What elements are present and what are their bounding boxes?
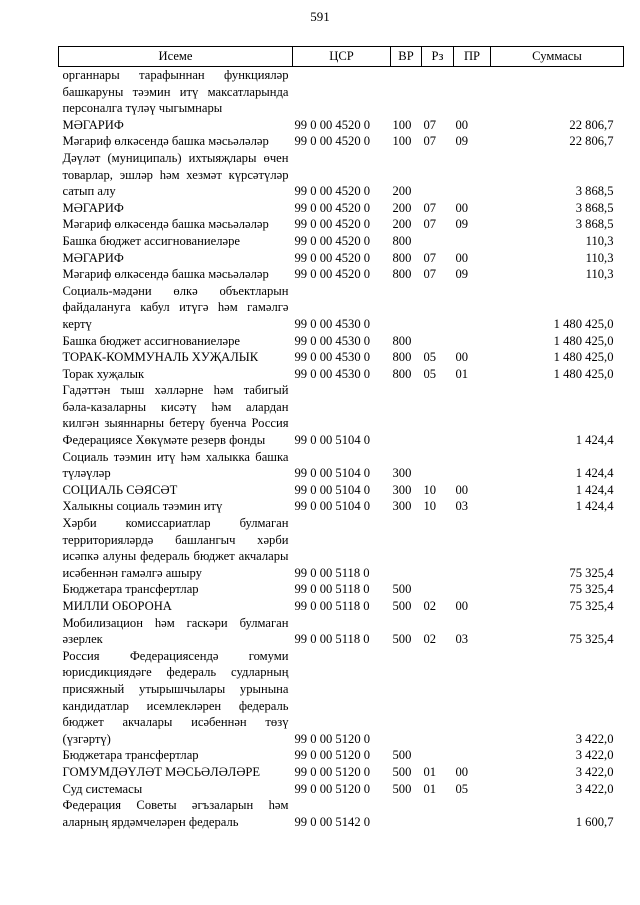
row-csr: 99 0 00 5120 0: [294, 781, 371, 796]
header-pr: ПР: [454, 47, 491, 67]
row-csr: 99 0 00 4520 0: [294, 117, 371, 132]
row-name: Социаль тәэмин итү һәм халыкка башка түләүләр: [62, 449, 289, 481]
row-vr: 500: [392, 764, 412, 779]
row-name: Башка бюджет ассигнованиеләре: [62, 333, 240, 348]
row-vr: 100: [392, 117, 412, 132]
row-sum: 3 868,5: [575, 217, 614, 232]
row-sum: 1 480 425,0: [553, 350, 614, 365]
row-vr: 500: [392, 599, 412, 613]
row-vr: 200: [392, 200, 412, 215]
row-vr: 800: [392, 333, 412, 348]
row-vr: 800: [392, 250, 412, 265]
table-row: [59, 133, 624, 150]
row-pr: 00: [455, 117, 469, 132]
row-vr: 800: [392, 233, 412, 248]
row-rz: [422, 333, 454, 350]
row-csr: 99 0 00 5104 0: [294, 433, 371, 448]
row-rz: [422, 747, 454, 764]
row-rz: 07: [423, 267, 437, 282]
row-csr: 99 0 00 4520 0: [294, 267, 371, 282]
row-name: Мәгариф өлкәсендә башка мәсьәләләр: [62, 217, 269, 232]
row-rz: 05: [423, 350, 437, 365]
row-name: ГОМУМДӘҮЛӘТ МӘСЬӘЛӘЛӘРЕ: [62, 764, 261, 779]
row-pr: [454, 67, 491, 117]
table-row: [59, 67, 624, 117]
row-name: Бюджетара трансфертлар: [62, 582, 199, 597]
row-rz: 07: [423, 117, 437, 132]
row-rz: 10: [423, 499, 437, 514]
row-name: Мобилизацион һәм гаскәри булмаган әзерлек: [62, 615, 289, 647]
row-name: Дәүләт (муниципаль) ихтыяҗлары өчен товарлар, эшләр һәм хезмәт күрсәтүләр сатып алу: [62, 150, 289, 199]
row-vr: 300: [392, 482, 412, 497]
table-row: [59, 498, 624, 515]
row-rz: 01: [423, 764, 437, 779]
row-pr: [454, 233, 491, 250]
row-sum: [491, 67, 624, 117]
row-sum: 1 600,7: [575, 814, 614, 829]
row-pr: [454, 333, 491, 350]
table-row: [59, 648, 624, 748]
row-pr: 05: [455, 781, 469, 796]
row-vr: [391, 648, 422, 748]
row-name: СОЦИАЛЬ СӘЯСӘТ: [62, 482, 178, 497]
row-pr: [454, 449, 491, 482]
budget-table: [58, 46, 624, 830]
row-csr: 99 0 00 5120 0: [294, 764, 371, 779]
row-rz: [422, 150, 454, 200]
row-pr: 00: [455, 764, 469, 779]
row-csr: [293, 67, 391, 117]
row-sum: 75 325,4: [569, 599, 614, 613]
row-rz: [422, 67, 454, 117]
row-name: Башка бюджет ассигнованиеләре: [62, 233, 240, 248]
row-rz: 10: [423, 482, 437, 497]
row-sum: 110,3: [585, 233, 614, 248]
row-rz: 07: [423, 250, 437, 265]
row-pr: 09: [455, 134, 469, 149]
row-vr: 500: [392, 582, 412, 597]
table-row: [59, 250, 624, 267]
table-row: [59, 581, 624, 598]
row-sum: 1 424,4: [575, 433, 614, 448]
header-csr: ЦСР: [293, 47, 391, 67]
row-vr: 800: [392, 366, 412, 381]
row-pr: 09: [455, 217, 469, 232]
row-rz: [422, 648, 454, 748]
table-row: [59, 781, 624, 798]
row-csr: 99 0 00 5118 0: [294, 599, 370, 613]
row-rz: 07: [423, 217, 437, 232]
table-row: [59, 150, 624, 200]
row-sum: 110,3: [585, 267, 614, 282]
table-row: [59, 449, 624, 482]
row-pr: 00: [455, 350, 469, 365]
table-row: [59, 117, 624, 134]
row-vr: [391, 283, 422, 333]
row-csr: 99 0 00 5104 0: [294, 466, 371, 481]
header-vr: ВР: [391, 47, 422, 67]
row-pr: 03: [455, 632, 469, 647]
row-vr: [391, 515, 422, 581]
row-pr: 00: [455, 200, 469, 215]
row-csr: 99 0 00 5118 0: [294, 632, 370, 647]
row-sum: 3 422,0: [575, 764, 614, 779]
row-rz: [422, 283, 454, 333]
row-csr: 99 0 00 4530 0: [294, 366, 371, 381]
row-vr: 200: [392, 217, 412, 232]
row-sum: 3 868,5: [575, 184, 614, 199]
row-name: МӘГАРИФ: [62, 250, 124, 265]
row-name: Хәрби комиссариатлар булмаган территорияләрдә башлангыч хәрби исәпкә алуны федераль бюджет акчалары исәбеннән гамәлгә ашыру: [62, 516, 289, 580]
table-row: [59, 266, 624, 283]
row-sum: 75 325,4: [569, 565, 614, 580]
row-name: ТОРАК-КОММУНАЛЬ ХУҖАЛЫК: [62, 350, 259, 365]
row-name: Россия Федерациясендә гомуми юрисдикциядәге федераль судларның присяжный утырышчылары урынына кандидатлар исемлекләрен федераль бюджет акчалары исәбеннән төзү (үзгәртү): [62, 648, 289, 746]
row-pr: [454, 382, 491, 448]
row-rz: [422, 233, 454, 250]
row-vr: [391, 797, 422, 830]
row-csr: 99 0 00 4520 0: [294, 184, 371, 199]
row-rz: [422, 515, 454, 581]
row-vr: 300: [392, 466, 412, 481]
row-csr: 99 0 00 4530 0: [294, 350, 371, 365]
row-pr: 00: [455, 482, 469, 497]
row-name: Мәгариф өлкәсендә башка мәсьәләләр: [62, 134, 269, 149]
row-pr: [454, 283, 491, 333]
row-vr: 500: [392, 781, 412, 796]
table-row: [59, 200, 624, 217]
row-csr: 99 0 00 5142 0: [294, 814, 371, 829]
row-pr: 00: [455, 599, 469, 613]
row-vr: [391, 382, 422, 448]
page-number: 591: [310, 9, 330, 24]
row-pr: [454, 797, 491, 830]
table-row: [59, 283, 624, 333]
table-row: [59, 366, 624, 383]
row-csr: 99 0 00 4520 0: [294, 134, 371, 149]
row-vr: 800: [392, 267, 412, 282]
table-row: [59, 349, 624, 366]
table-row: [59, 797, 624, 830]
row-sum: 3 868,5: [575, 200, 614, 215]
row-pr: [454, 515, 491, 581]
row-rz: [422, 581, 454, 598]
table-row: [59, 233, 624, 250]
row-csr: 99 0 00 5104 0: [294, 499, 371, 514]
table-row: [59, 515, 624, 581]
table-row: [59, 747, 624, 764]
row-name: Социаль-мәдәни өлкә объектларын файдалануга кабул итүгә һәм гамәлгә кертү: [62, 283, 289, 331]
row-rz: [422, 797, 454, 830]
row-rz: 05: [423, 366, 437, 381]
row-vr: 300: [392, 499, 412, 514]
row-vr: 200: [392, 184, 412, 199]
table-row: [59, 764, 624, 781]
row-name: МИЛЛИ ОБОРОНА: [62, 599, 172, 613]
row-name: МӘГАРИФ: [62, 200, 124, 215]
row-csr: 99 0 00 4530 0: [294, 333, 371, 348]
row-name: Суд системасы: [62, 781, 143, 796]
row-name: МӘГАРИФ: [62, 117, 124, 132]
row-csr: 99 0 00 5118 0: [294, 565, 370, 580]
row-sum: 1 424,4: [575, 499, 614, 514]
row-name: Мәгариф өлкәсендә башка мәсьәләләр: [62, 267, 269, 282]
row-vr: 100: [392, 134, 412, 149]
row-rz: 02: [423, 632, 437, 647]
header-name: Исеме: [59, 47, 293, 67]
row-sum: 1 480 425,0: [553, 316, 614, 331]
row-sum: 1 424,4: [575, 466, 614, 481]
row-vr: 800: [392, 350, 412, 365]
row-csr: 99 0 00 4520 0: [294, 250, 371, 265]
row-rz: 02: [423, 599, 437, 613]
row-pr: 09: [455, 267, 469, 282]
row-csr: 99 0 00 4530 0: [294, 316, 371, 331]
row-csr: 99 0 00 4520 0: [294, 200, 371, 215]
row-rz: 01: [423, 781, 437, 796]
row-rz: [422, 449, 454, 482]
row-pr: 01: [455, 366, 469, 381]
row-sum: 3 422,0: [575, 748, 614, 763]
row-csr: 99 0 00 4520 0: [294, 233, 371, 248]
row-rz: 07: [423, 200, 437, 215]
row-sum: 3 422,0: [575, 781, 614, 796]
row-sum: 22 806,7: [569, 134, 614, 149]
table-row: [59, 333, 624, 350]
row-name: Халыкны социаль тәэмин итү: [62, 499, 223, 514]
row-name: Гадәттән тыш хәлләрне һәм табигый бәла-казаларны кисәтү һәм алардан килгән зыяннарны бетерү буенча Россия Федерациясе Хөкүмәте резерв фонды: [62, 383, 289, 448]
row-name: органнары тарафыннан функцияләр башкаруны тәэмин итү максатларында персоналга түләү чыгымнары: [62, 68, 289, 116]
row-pr: [454, 150, 491, 200]
header-sum: Суммасы: [491, 47, 624, 67]
row-name: Торак хуҗалык: [62, 366, 145, 381]
table-row: [59, 482, 624, 499]
row-name: Бюджетара трансфертлар: [62, 748, 199, 763]
table-header-row: [59, 47, 624, 67]
row-csr: 99 0 00 5104 0: [294, 482, 371, 497]
row-sum: 75 325,4: [569, 582, 614, 597]
table-row: [59, 598, 624, 615]
row-sum: 1 480 425,0: [553, 366, 614, 381]
row-csr: 99 0 00 4520 0: [294, 217, 371, 232]
table-body: [59, 67, 624, 831]
row-csr: 99 0 00 5120 0: [294, 748, 371, 763]
row-csr: 99 0 00 5118 0: [294, 582, 370, 597]
row-sum: 22 806,7: [569, 117, 614, 132]
row-csr: 99 0 00 5120 0: [294, 731, 371, 746]
row-sum: 1 424,4: [575, 482, 614, 497]
row-pr: [454, 648, 491, 748]
row-pr: 00: [455, 250, 469, 265]
table-row: [59, 382, 624, 448]
table-row: [59, 216, 624, 233]
row-rz: 07: [423, 134, 437, 149]
row-sum: 3 422,0: [575, 731, 614, 746]
row-vr: 500: [392, 632, 412, 647]
table-row: [59, 615, 624, 648]
row-pr: [454, 747, 491, 764]
row-name: Федерация Советы әгъзаларын һәм аларның ярдәмчеләрен федераль: [62, 798, 289, 829]
row-rz: [422, 382, 454, 448]
header-rz: Рз: [422, 47, 454, 67]
row-vr: [391, 67, 422, 117]
row-sum: 110,3: [585, 250, 614, 265]
row-sum: 75 325,4: [569, 632, 614, 647]
row-pr: 03: [455, 499, 469, 514]
row-sum: 1 480 425,0: [553, 333, 614, 348]
row-pr: [454, 581, 491, 598]
row-vr: 500: [392, 748, 412, 763]
